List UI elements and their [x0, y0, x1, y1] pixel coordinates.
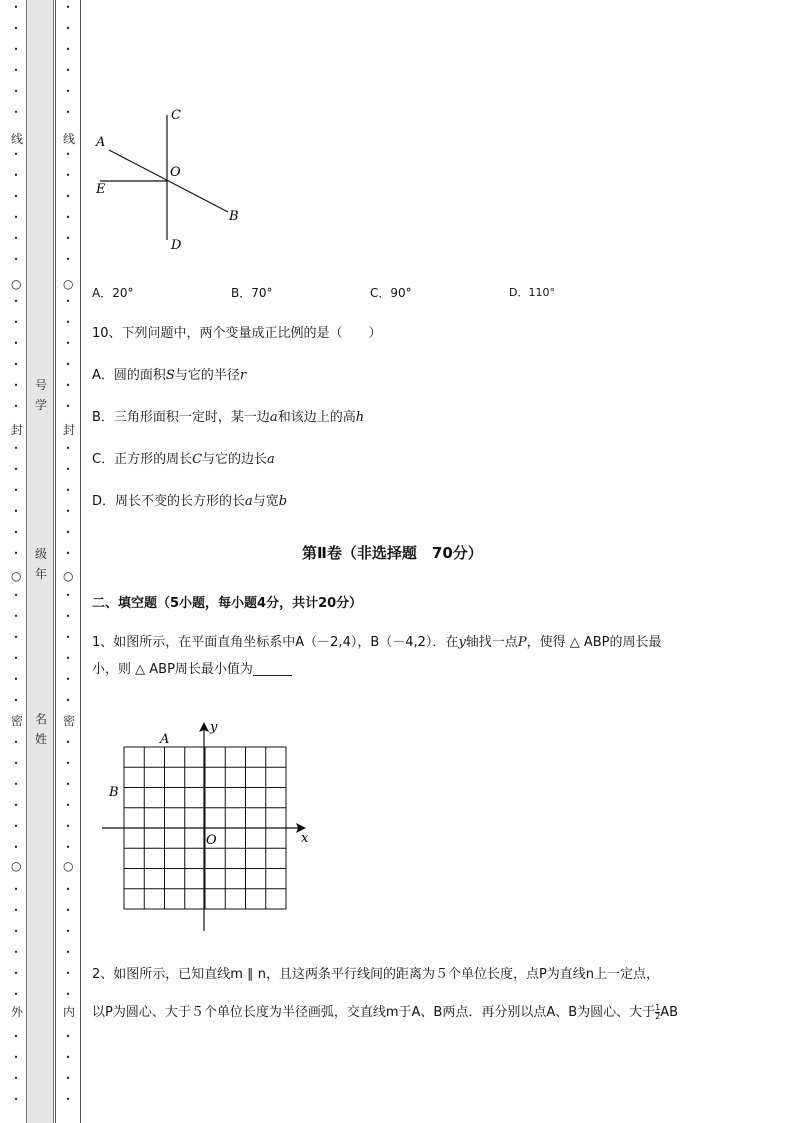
q1-var: y — [458, 635, 466, 650]
margin-dot: • — [65, 297, 71, 306]
margin-label: ○ — [11, 569, 22, 583]
margin-dot: • — [13, 906, 19, 915]
margin-dot: • — [13, 822, 19, 831]
q9-option-c[interactable]: C．90° — [370, 286, 412, 300]
q10-option-d[interactable] — [92, 494, 287, 510]
margin-dot: • — [65, 1074, 71, 1083]
margin-dot: • — [13, 1053, 19, 1062]
margin-dot: • — [65, 759, 71, 768]
fill-q1-line2: 小，则 △ ABP周长最小值为______ — [92, 662, 292, 677]
margin-dot: • — [13, 1095, 19, 1104]
q1-text: 1、如图所示，在平面直角坐标系中A（－2,4），B（－4,2）．在 — [92, 635, 459, 650]
q10-b-text: B．三角形面积一定时，某一边 — [92, 410, 270, 425]
student-field-label: 学 — [34, 398, 47, 412]
margin-dot: • — [13, 234, 19, 243]
margin-dot: • — [13, 759, 19, 768]
margin-dot: • — [65, 66, 71, 75]
margin-dot: • — [13, 885, 19, 894]
margin-dot: • — [65, 528, 71, 537]
label-b: B — [229, 209, 239, 224]
margin-dot: • — [13, 1032, 19, 1041]
fill-q2-line1: 2、如图所示，已知直线m ∥ n，且这两条平行线间的距离为５个单位长度，点P为直线n上一定点， — [92, 967, 660, 982]
margin-dot: • — [13, 339, 19, 348]
margin-dot: • — [13, 801, 19, 810]
q10-a-text: 与它的半径 — [174, 368, 240, 383]
margin-dot: • — [13, 843, 19, 852]
margin-dot: • — [65, 906, 71, 915]
margin-dot: • — [13, 255, 19, 264]
q10-d-text: 与宽 — [252, 494, 279, 509]
margin-dot: • — [65, 465, 71, 474]
angle-figure — [90, 100, 260, 260]
margin-dot: • — [13, 675, 19, 684]
margin-dot: • — [13, 3, 19, 12]
binding-line-inner — [80, 0, 81, 1123]
part2-title: 第Ⅱ卷（非选择题 70分） — [302, 544, 483, 562]
margin-dot: • — [13, 192, 19, 201]
fraction-denominator: 2 — [655, 1012, 661, 1021]
margin-label: ○ — [63, 277, 74, 291]
margin-dot: • — [13, 969, 19, 978]
margin-dot: • — [65, 24, 71, 33]
margin-dot: • — [13, 465, 19, 474]
margin-label: 封 — [11, 423, 24, 437]
q1-text: 轴找一点 — [465, 635, 518, 650]
margin-dot: • — [65, 444, 71, 453]
margin-dot: • — [65, 486, 71, 495]
student-field-label: 号 — [34, 378, 47, 392]
margin-dot: • — [65, 990, 71, 999]
student-field-label: 级 — [34, 547, 47, 561]
margin-dot: • — [65, 675, 71, 684]
q10-b-var: a — [269, 410, 278, 425]
q10-c-text: 与它的边长 — [202, 452, 268, 467]
margin-label: 线 — [63, 132, 76, 146]
margin-dot: • — [13, 87, 19, 96]
q9-option-d[interactable]: D．110° — [509, 286, 555, 299]
margin-dot: • — [65, 360, 71, 369]
q1-var: P — [517, 635, 527, 650]
margin-dot: • — [65, 633, 71, 642]
margin-dot: • — [65, 1095, 71, 1104]
margin-dot: • — [65, 843, 71, 852]
student-field-label: 年 — [34, 567, 47, 581]
margin-dot: • — [65, 87, 71, 96]
margin-dot: • — [65, 150, 71, 159]
margin-dot: • — [65, 507, 71, 516]
margin-dot: • — [65, 822, 71, 831]
margin-dot: • — [65, 255, 71, 264]
margin-dot: • — [13, 24, 19, 33]
margin-dot: • — [65, 3, 71, 12]
margin-dot: • — [13, 927, 19, 936]
margin-dot: • — [13, 654, 19, 663]
label-d: D — [171, 238, 182, 253]
margin-dot: • — [65, 885, 71, 894]
margin-dot: • — [65, 948, 71, 957]
margin-dot: • — [13, 990, 19, 999]
margin-label: 封 — [63, 423, 76, 437]
q9-option-a[interactable]: A．20° — [92, 286, 134, 300]
margin-dot: • — [65, 318, 71, 327]
margin-dot: • — [65, 45, 71, 54]
margin-dot: • — [13, 45, 19, 54]
label-c: C — [171, 108, 181, 123]
margin-dot: • — [65, 654, 71, 663]
margin-label: ○ — [63, 859, 74, 873]
margin-dot: • — [13, 486, 19, 495]
margin-dot: • — [65, 591, 71, 600]
margin-dot: • — [13, 633, 19, 642]
margin-dot: • — [13, 591, 19, 600]
margin-dot: • — [13, 402, 19, 411]
margin-label: 密 — [63, 714, 76, 728]
margin-dot: • — [13, 612, 19, 621]
q10-c-text: C．正方形的周长 — [92, 452, 193, 467]
binding-line-outer — [55, 0, 56, 1123]
margin-dot: • — [13, 213, 19, 222]
q10-b-var: h — [355, 410, 365, 425]
margin-dot: • — [13, 528, 19, 537]
margin-label: 外 — [11, 1005, 24, 1019]
margin-dot: • — [13, 381, 19, 390]
margin-dot: • — [13, 444, 19, 453]
margin-dot: • — [65, 213, 71, 222]
margin-dot: • — [65, 612, 71, 621]
margin-dot: • — [65, 1032, 71, 1041]
coordinate-grid-figure — [100, 718, 315, 936]
margin-dot: • — [65, 339, 71, 348]
margin-dot: • — [13, 318, 19, 327]
margin-label: ○ — [63, 569, 74, 583]
fraction-numerator: 1 — [655, 1003, 661, 1012]
margin-dot: • — [13, 66, 19, 75]
q10-a-var: r — [239, 368, 247, 383]
student-field-label: 姓 — [34, 732, 47, 746]
margin-label: 线 — [11, 132, 24, 146]
q10-stem: 10、下列问题中，两个变量成正比例的是（ ） — [92, 326, 382, 341]
margin-dot: • — [65, 696, 71, 705]
q10-b-text: 和该边上的高 — [277, 410, 356, 425]
fill-q1-line1 — [92, 635, 661, 651]
fill-q2-line2 — [92, 1004, 678, 1021]
q10-a-var: S — [165, 368, 175, 383]
margin-dot: • — [65, 402, 71, 411]
q10-option-c[interactable] — [92, 452, 275, 468]
margin-dot: • — [13, 108, 19, 117]
margin-dot: • — [65, 969, 71, 978]
q10-d-text: D．周长不变的长方形的长 — [92, 494, 246, 509]
margin-label: 密 — [11, 714, 24, 728]
q10-c-var: a — [267, 452, 275, 467]
q10-c-var: C — [192, 452, 203, 467]
margin-dot: • — [13, 549, 19, 558]
margin-dot: • — [65, 192, 71, 201]
margin-dot: • — [13, 171, 19, 180]
point-b-label: B — [109, 785, 119, 800]
y-axis-label: y — [210, 720, 218, 735]
margin-dot: • — [13, 507, 19, 516]
q10-option-b[interactable] — [92, 410, 364, 426]
margin-label: 内 — [63, 1005, 76, 1019]
point-a-label: A — [160, 732, 170, 747]
q2-text: 以P为圆心、大于５个单位长度为半径画弧，交直线m于A、B两点．再分别以点A、B为圆心、大于 — [92, 1005, 656, 1020]
margin-dot: • — [65, 801, 71, 810]
margin-dot: • — [65, 1053, 71, 1062]
margin-dot: • — [65, 381, 71, 390]
margin-dot: • — [65, 738, 71, 747]
q10-d-var: a — [245, 494, 253, 509]
student-field-label: 名 — [34, 712, 47, 726]
margin-dot: • — [65, 549, 71, 558]
q10-d-var: b — [278, 494, 288, 509]
q10-option-a[interactable] — [92, 368, 246, 384]
margin-dot: • — [13, 948, 19, 957]
margin-dot: • — [65, 927, 71, 936]
label-e: E — [96, 182, 106, 197]
margin-dot: • — [13, 360, 19, 369]
margin-label: ○ — [11, 277, 22, 291]
margin-dot: • — [13, 297, 19, 306]
x-axis-label: x — [301, 831, 309, 846]
q2-text: AB — [660, 1005, 679, 1020]
q10-a-text: A．圆的面积 — [92, 368, 166, 383]
margin-dot: • — [13, 696, 19, 705]
section2-title: 二、填空题（5小题，每小题4分，共计20分） — [92, 596, 363, 611]
q1-text: ，使得 △ ABP的周长最 — [526, 635, 662, 650]
margin-dot: • — [65, 780, 71, 789]
margin-dot: • — [13, 150, 19, 159]
margin-dot: • — [13, 738, 19, 747]
label-o: O — [170, 165, 181, 180]
margin-dot: • — [65, 234, 71, 243]
origin-label: O — [206, 833, 217, 848]
margin-dot: • — [65, 171, 71, 180]
label-a: A — [96, 135, 106, 150]
margin-dot: • — [13, 780, 19, 789]
margin-label: ○ — [11, 859, 22, 873]
q9-option-b[interactable]: B．70° — [231, 286, 273, 300]
margin-dot: • — [13, 1074, 19, 1083]
margin-dot: • — [65, 108, 71, 117]
